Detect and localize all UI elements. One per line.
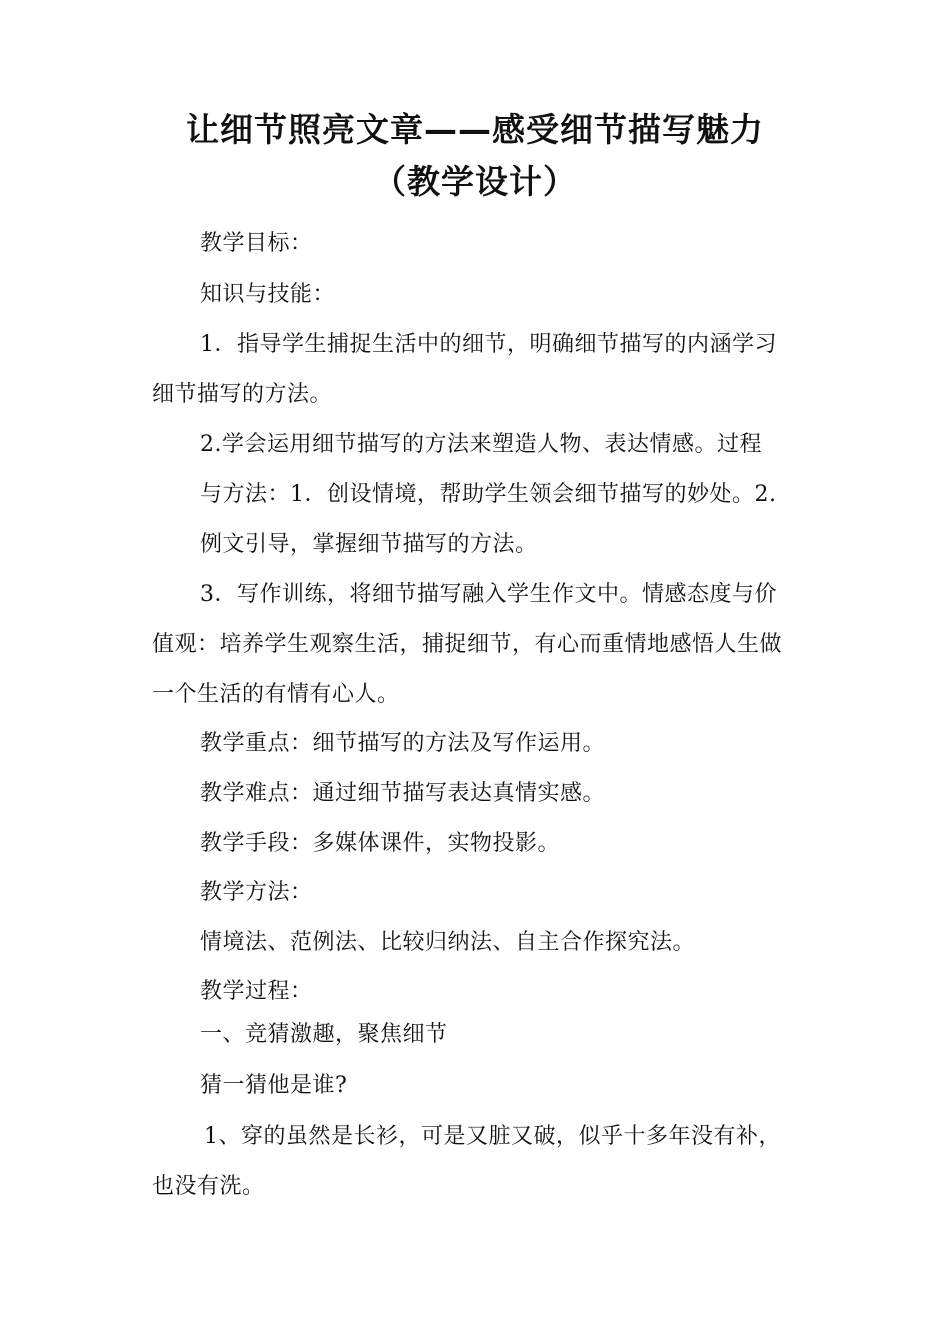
list-item: 1、穿的虽然是长衫，可是又脏又破，似乎十多年没有补， xyxy=(204,1124,781,1149)
document-subtitle: （教学设计） xyxy=(373,162,577,201)
paragraph-line: 也没有洗。 xyxy=(152,1174,265,1199)
paragraph-line: 1．指导学生捕捉生活中的细节，明确细节描写的内涵学习 xyxy=(200,332,777,357)
paragraph-line: 猜一猜他是谁? xyxy=(200,1073,348,1098)
paragraph-line: 一个生活的有情有心人。 xyxy=(152,682,400,707)
paragraph-line: 值观：培养学生观察生活，捕捉细节，有心而重情地感悟人生做 xyxy=(152,632,783,657)
paragraph-line: 例文引导，掌握细节描写的方法。 xyxy=(200,532,538,557)
paragraph-teaching-means: 教学手段：多媒体课件，实物投影。 xyxy=(200,831,561,856)
paragraph-difficulties: 教学难点：通过细节描写表达真情实感。 xyxy=(200,781,606,806)
paragraph-methods: 情境法、范例法、比较归纳法、自主合作探究法。 xyxy=(200,930,696,955)
paragraph-line: 与方法：1．创设情境，帮助学生领会细节描写的妙处。2. xyxy=(200,482,777,507)
paragraph-line: 2.学会运用细节描写的方法来塑造人物、表达情感。过程 xyxy=(200,432,762,457)
heading-knowledge-skills: 知识与技能： xyxy=(200,282,336,307)
heading-teaching-process: 教学过程： xyxy=(200,979,313,1004)
heading-teaching-methods: 教学方法： xyxy=(200,880,313,905)
heading-teaching-objectives: 教学目标： xyxy=(200,231,313,256)
paragraph-line: 细节描写的方法。 xyxy=(152,382,333,407)
paragraph-key-points: 教学重点：细节描写的方法及写作运用。 xyxy=(200,731,606,756)
document-title: 让细节照亮文章——感受细节描写魅力 xyxy=(186,110,764,149)
section-heading: 一、竞猜激趣，聚焦细节 xyxy=(200,1022,448,1047)
paragraph-line: 3．写作训练，将细节描写融入学生作文中。情感态度与价 xyxy=(200,582,777,607)
